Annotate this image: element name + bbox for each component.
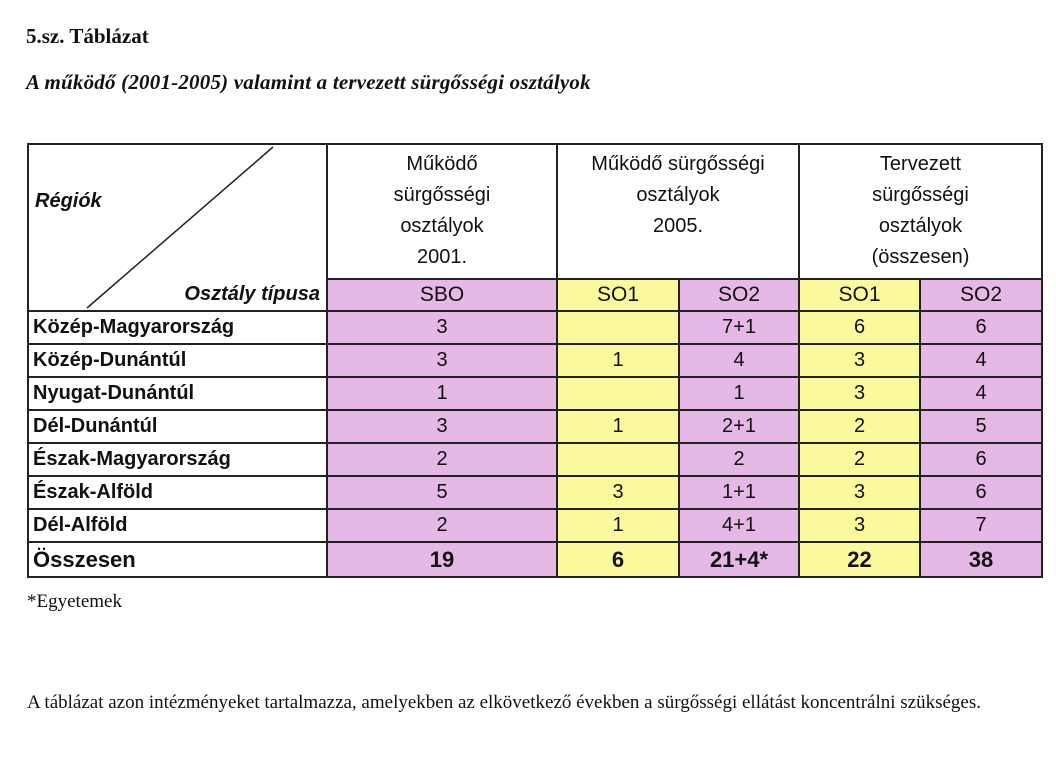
table-body bbox=[28, 311, 1042, 542]
cell-so2-2005: 2 bbox=[679, 443, 799, 476]
cell-so2-2005: 1 bbox=[679, 377, 799, 410]
cell-so2-2005: 4+1 bbox=[679, 509, 799, 542]
region-name-cell: Dél-Alföld bbox=[28, 509, 327, 542]
cell-so1-2005 bbox=[557, 311, 679, 344]
cell-so1-planned: 2 bbox=[799, 410, 920, 443]
region-name-cell: Észak-Alföld bbox=[28, 476, 327, 509]
subheader-so1-planned: SO1 bbox=[799, 279, 920, 311]
cell-sbo: 3 bbox=[327, 410, 557, 443]
cell-so2-planned: 5 bbox=[920, 410, 1042, 443]
cell-so2-2005: 2+1 bbox=[679, 410, 799, 443]
total-cell-so1-2005: 6 bbox=[557, 542, 679, 577]
group-header-line: osztályok bbox=[878, 215, 963, 237]
group-header-line: Működő sürgősségi bbox=[591, 153, 765, 175]
total-cell-so1-planned: 22 bbox=[799, 542, 920, 577]
cell-so1-2005: 1 bbox=[557, 344, 679, 377]
total-row bbox=[28, 542, 1042, 577]
corner-header-cell bbox=[28, 144, 327, 311]
total-cell-sbo: 19 bbox=[327, 542, 557, 577]
cell-sbo: 3 bbox=[327, 311, 557, 344]
subheader-sbo: SBO bbox=[327, 279, 557, 311]
cell-sbo: 2 bbox=[327, 509, 557, 542]
table-row bbox=[28, 476, 1042, 509]
cell-sbo: 1 bbox=[327, 377, 557, 410]
cell-so1-planned: 6 bbox=[799, 311, 920, 344]
table-row bbox=[28, 410, 1042, 443]
group-header-planned bbox=[799, 144, 1042, 279]
cell-so2-2005: 1+1 bbox=[679, 476, 799, 509]
cell-so1-2005 bbox=[557, 443, 679, 476]
total-cell-so2-planned: 38 bbox=[920, 542, 1042, 577]
group-header-2001 bbox=[327, 144, 557, 279]
cell-so1-2005 bbox=[557, 377, 679, 410]
table-row bbox=[28, 509, 1042, 542]
table-title: A működő (2001-2005) valamint a tervezett sürgősségi osztályok bbox=[26, 70, 591, 94]
group-header-line: sürgősségi bbox=[393, 184, 491, 206]
emergency-departments-table bbox=[27, 143, 1043, 578]
cell-sbo: 5 bbox=[327, 476, 557, 509]
group-header-line: osztályok bbox=[636, 184, 720, 206]
total-cell-so2-2005: 21+4* bbox=[679, 542, 799, 577]
cell-so1-planned: 3 bbox=[799, 509, 920, 542]
cell-so2-planned: 4 bbox=[920, 344, 1042, 377]
cell-so1-planned: 3 bbox=[799, 476, 920, 509]
subheader-so2-2005: SO2 bbox=[679, 279, 799, 311]
cell-so1-planned: 3 bbox=[799, 377, 920, 410]
region-name-cell: Dél-Dunántúl bbox=[28, 410, 327, 443]
cell-so2-planned: 4 bbox=[920, 377, 1042, 410]
corner-label-regions: Régiók bbox=[35, 190, 102, 212]
cell-so2-2005: 4 bbox=[679, 344, 799, 377]
cell-so1-planned: 3 bbox=[799, 344, 920, 377]
group-header-line: sürgősségi bbox=[872, 184, 969, 206]
corner-label-unit-type: Osztály típusa bbox=[184, 283, 320, 305]
group-header-line: 2005. bbox=[652, 215, 704, 237]
cell-so1-planned: 2 bbox=[799, 443, 920, 476]
cell-so2-planned: 7 bbox=[920, 509, 1042, 542]
region-name-cell: Közép-Magyarország bbox=[28, 311, 327, 344]
cell-so2-2005: 7+1 bbox=[679, 311, 799, 344]
total-label: Összesen bbox=[28, 542, 327, 577]
group-header-line: osztályok bbox=[400, 215, 484, 237]
table-row bbox=[28, 377, 1042, 410]
cell-sbo: 3 bbox=[327, 344, 557, 377]
group-header-line: Tervezett bbox=[879, 153, 962, 175]
region-name-cell: Nyugat-Dunántúl bbox=[28, 377, 327, 410]
region-name-cell: Közép-Dunántúl bbox=[28, 344, 327, 377]
region-name-cell: Észak-Magyarország bbox=[28, 443, 327, 476]
body-paragraph: A táblázat azon intézményeket tartalmazza, amelyekben az elkövetkező években a sürgősségi ellátást koncentrálni szükséges. bbox=[27, 692, 981, 713]
cell-so1-2005: 1 bbox=[557, 509, 679, 542]
subheader-so1-2005: SO1 bbox=[557, 279, 679, 311]
subheader-so2-planned: SO2 bbox=[920, 279, 1042, 311]
group-header-2005 bbox=[557, 144, 799, 279]
table-row bbox=[28, 443, 1042, 476]
table-header-row bbox=[28, 144, 1042, 279]
cell-so2-planned: 6 bbox=[920, 311, 1042, 344]
cell-sbo: 2 bbox=[327, 443, 557, 476]
cell-so1-2005: 1 bbox=[557, 410, 679, 443]
group-header-line: 2001. bbox=[416, 246, 468, 268]
table-row bbox=[28, 344, 1042, 377]
cell-so2-planned: 6 bbox=[920, 443, 1042, 476]
table-number-heading: 5.sz. Táblázat bbox=[26, 24, 149, 48]
group-header-line: (összesen) bbox=[871, 246, 970, 268]
cell-so2-planned: 6 bbox=[920, 476, 1042, 509]
cell-so1-2005: 3 bbox=[557, 476, 679, 509]
table-row bbox=[28, 311, 1042, 344]
footnote: *Egyetemek bbox=[27, 591, 122, 612]
group-header-line: Működő bbox=[406, 153, 478, 175]
